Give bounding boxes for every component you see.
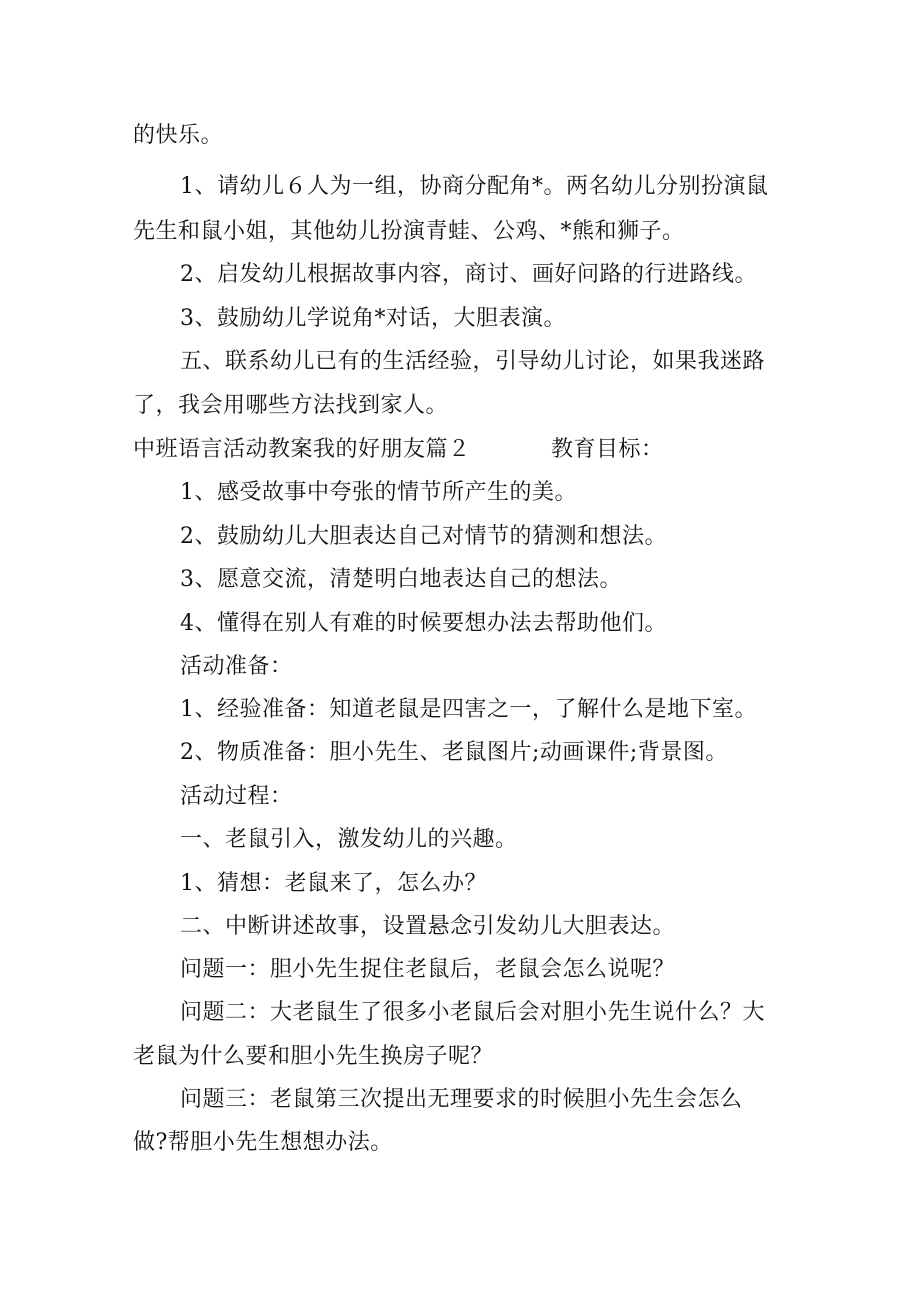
text-line: 2、物质准备：胆小先生、老鼠图片;动画课件;背景图。 <box>180 740 728 765</box>
subsection-heading: 教育目标： <box>551 437 664 462</box>
text-line: 五、联系幼儿已有的生活经验，引导幼儿讨论，如果我迷路 <box>180 349 766 374</box>
text-line: 一、老鼠引入，激发幼儿的兴趣。 <box>180 827 518 852</box>
section-heading: 中班语言活动教案我的好朋友篇２ <box>133 437 471 462</box>
text-line: 3、愿意交流，清楚明白地表达自己的想法。 <box>180 567 622 592</box>
text-line: 了，我会用哪些方法找到家人。 <box>133 393 449 418</box>
text-line: 1、经验准备：知道老鼠是四害之一，了解什么是地下室。 <box>180 697 757 722</box>
text-line: 1、猜想：老鼠来了，怎么办？ <box>180 871 487 896</box>
text-line: 问题一：胆小先生捉住老鼠后，老鼠会怎么说呢？ <box>180 957 676 982</box>
text-line: 4、懂得在别人有难的时候要想办法去帮助他们。 <box>180 611 667 636</box>
subsection-heading: 活动过程： <box>180 784 293 809</box>
text-line: 做?帮胆小先生想想办法。 <box>133 1130 393 1155</box>
text-line: 2、鼓励幼儿大胆表达自己对情节的猜测和想法。 <box>180 524 667 549</box>
text-line: 3、鼓励幼儿学说角*对话，大胆表演。 <box>180 306 566 331</box>
text-line: 的快乐。 <box>133 123 224 148</box>
text-line: 问题三：老鼠第三次提出无理要求的时候胆小先生会怎么 <box>180 1087 743 1112</box>
text-line: 二、中断讲述故事，设置悬念引发幼儿大胆表达。 <box>180 914 676 939</box>
text-line: 2、启发幼儿根据故事内容，商讨、画好问路的行进路线。 <box>180 262 757 287</box>
text-line: 老鼠为什么要和胆小先生换房子呢？ <box>133 1044 494 1069</box>
subsection-heading: 活动准备： <box>180 654 293 679</box>
text-line: 先生和鼠小姐，其他幼儿扮演青蛙、公鸡、*熊和狮子。 <box>133 219 685 244</box>
text-line: 1、感受故事中夸张的情节所产生的美。 <box>180 480 577 505</box>
text-line: 1、请幼儿６人为一组，协商分配角*。两名幼儿分别扮演鼠 <box>180 174 769 199</box>
text-line: 问题二：大老鼠生了很多小老鼠后会对胆小先生说什么？大 <box>180 1000 766 1025</box>
